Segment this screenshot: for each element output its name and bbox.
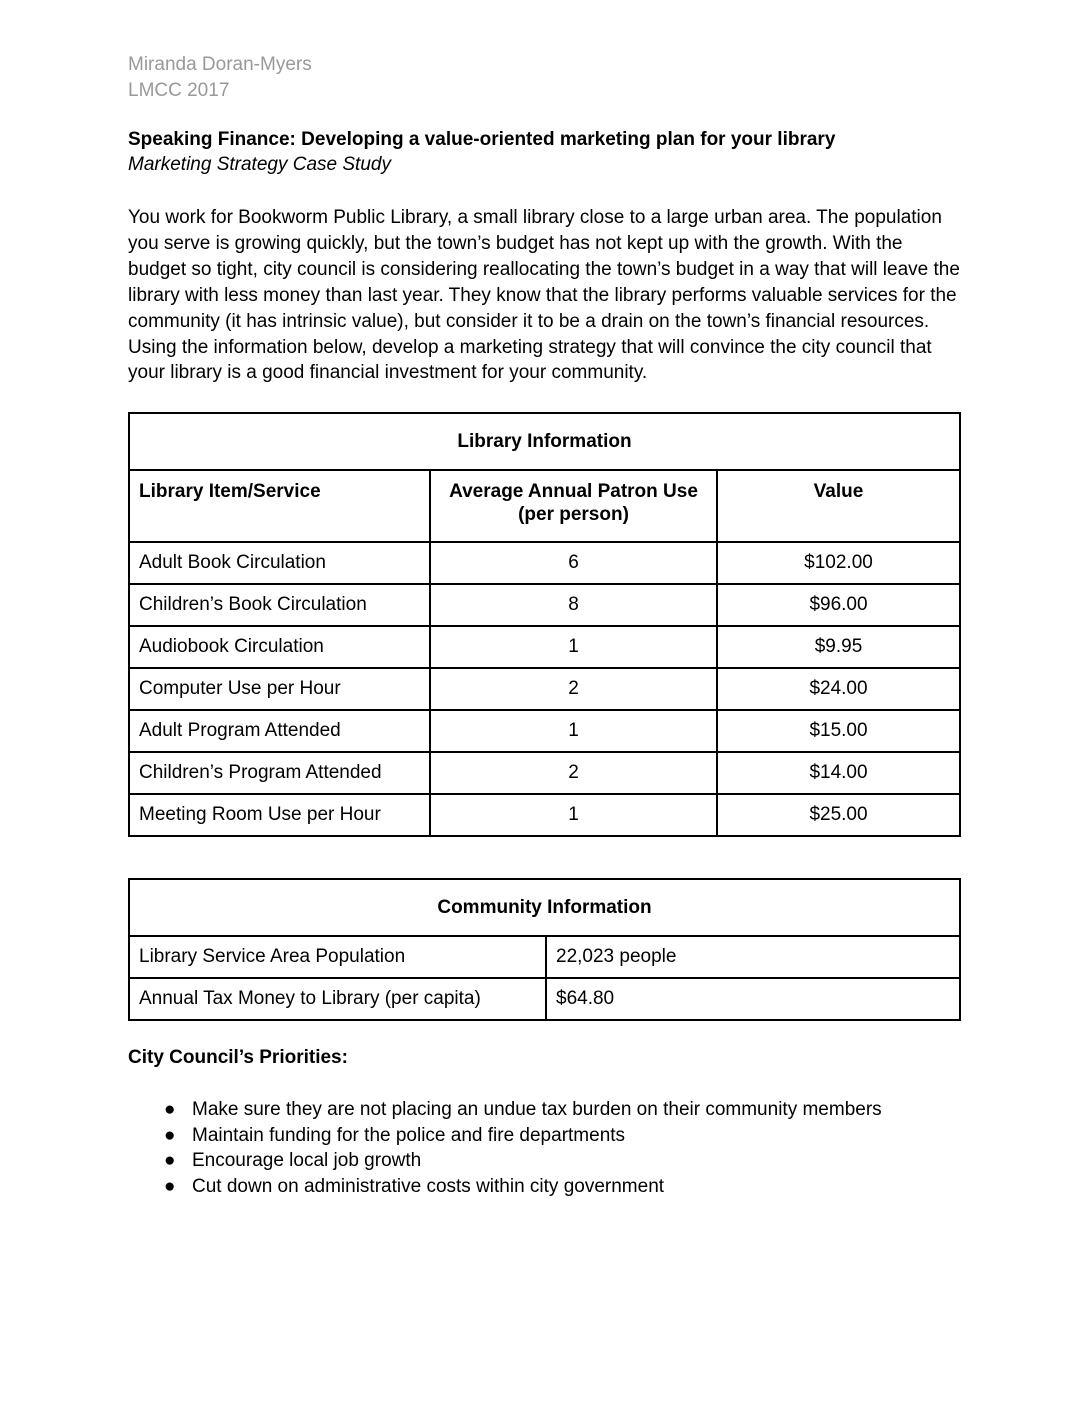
column-header-use: Average Annual Patron Use (per person)	[430, 470, 717, 542]
document-subtitle: Marketing Strategy Case Study	[128, 154, 391, 175]
use-cell: 1	[430, 626, 717, 668]
community-information-table	[128, 878, 961, 1021]
bullet-icon: ●	[164, 1150, 176, 1172]
value-cell: 22,023 people	[546, 936, 960, 978]
table-row	[129, 936, 960, 978]
value-cell: $102.00	[717, 542, 960, 584]
list-item-text: Make sure they are not placing an undue tax burden on their community members	[192, 1099, 882, 1120]
use-cell: 1	[430, 794, 717, 836]
value-cell: $24.00	[717, 668, 960, 710]
label-cell: Library Service Area Population	[129, 936, 546, 978]
item-cell: Adult Program Attended	[129, 710, 430, 752]
community-table-caption: Community Information	[129, 879, 960, 936]
event-name: LMCC 2017	[128, 80, 230, 101]
table-row	[129, 668, 960, 710]
item-cell: Audiobook Circulation	[129, 626, 430, 668]
use-cell: 6	[430, 542, 717, 584]
intro-paragraph: You work for Bookworm Public Library, a small library close to a large urban area. The population you serve is growing quickly, but the town’s budget has not kept up with the growth. With the budget so tight, city council is considering reallocating the town’s budget in a way that will leave the library with less money than last year. They know that the library performs valuable services for the community (it has intrinsic value), but consider it to be a drain on the town’s financial resources. Using the information below, develop a marketing strategy that will convince the city council that your library is a good financial investment for your community.	[128, 207, 960, 384]
column-header-item: Library Item/Service	[129, 470, 430, 542]
item-cell: Computer Use per Hour	[129, 668, 430, 710]
use-cell: 1	[430, 710, 717, 752]
table-row	[129, 584, 960, 626]
table-row	[129, 542, 960, 584]
list-item-text: Maintain funding for the police and fire departments	[192, 1124, 626, 1146]
value-cell: $15.00	[717, 710, 960, 752]
table-row	[129, 626, 960, 668]
bullet-icon: ●	[164, 1176, 176, 1198]
use-cell: 2	[430, 752, 717, 794]
list-item-text: Encourage local job growth	[192, 1150, 422, 1172]
value-cell: $14.00	[717, 752, 960, 794]
bullet-icon: ●	[164, 1099, 176, 1120]
author-name: Miranda Doran-Myers	[128, 54, 312, 75]
value-cell: $9.95	[717, 626, 960, 668]
list-item	[128, 1148, 882, 1174]
item-cell: Meeting Room Use per Hour	[129, 794, 430, 836]
use-cell: 8	[430, 584, 717, 626]
author-block	[128, 52, 312, 104]
priorities-heading: City Council’s Priorities:	[128, 1047, 348, 1068]
value-cell: $25.00	[717, 794, 960, 836]
item-cell: Children’s Program Attended	[129, 752, 430, 794]
item-cell: Adult Book Circulation	[129, 542, 430, 584]
value-cell: $96.00	[717, 584, 960, 626]
table-row	[129, 978, 960, 1020]
column-header-value: Value	[717, 470, 960, 542]
bullet-icon: ●	[164, 1124, 176, 1146]
list-item-text: Cut down on administrative costs within city government	[192, 1176, 665, 1198]
library-table-caption: Library Information	[129, 413, 960, 470]
list-item	[128, 1097, 882, 1123]
document-title: Speaking Finance: Developing a value-oriented marketing plan for your library	[128, 129, 836, 150]
list-item	[128, 1123, 882, 1149]
label-cell: Annual Tax Money to Library (per capita)	[129, 978, 546, 1020]
use-cell: 2	[430, 668, 717, 710]
list-item	[128, 1174, 882, 1200]
priorities-list	[128, 1097, 882, 1200]
table-row	[129, 710, 960, 752]
value-cell: $64.80	[546, 978, 960, 1020]
item-cell: Children’s Book Circulation	[129, 584, 430, 626]
library-information-table	[128, 412, 961, 837]
table-row	[129, 752, 960, 794]
table-row	[129, 794, 960, 836]
